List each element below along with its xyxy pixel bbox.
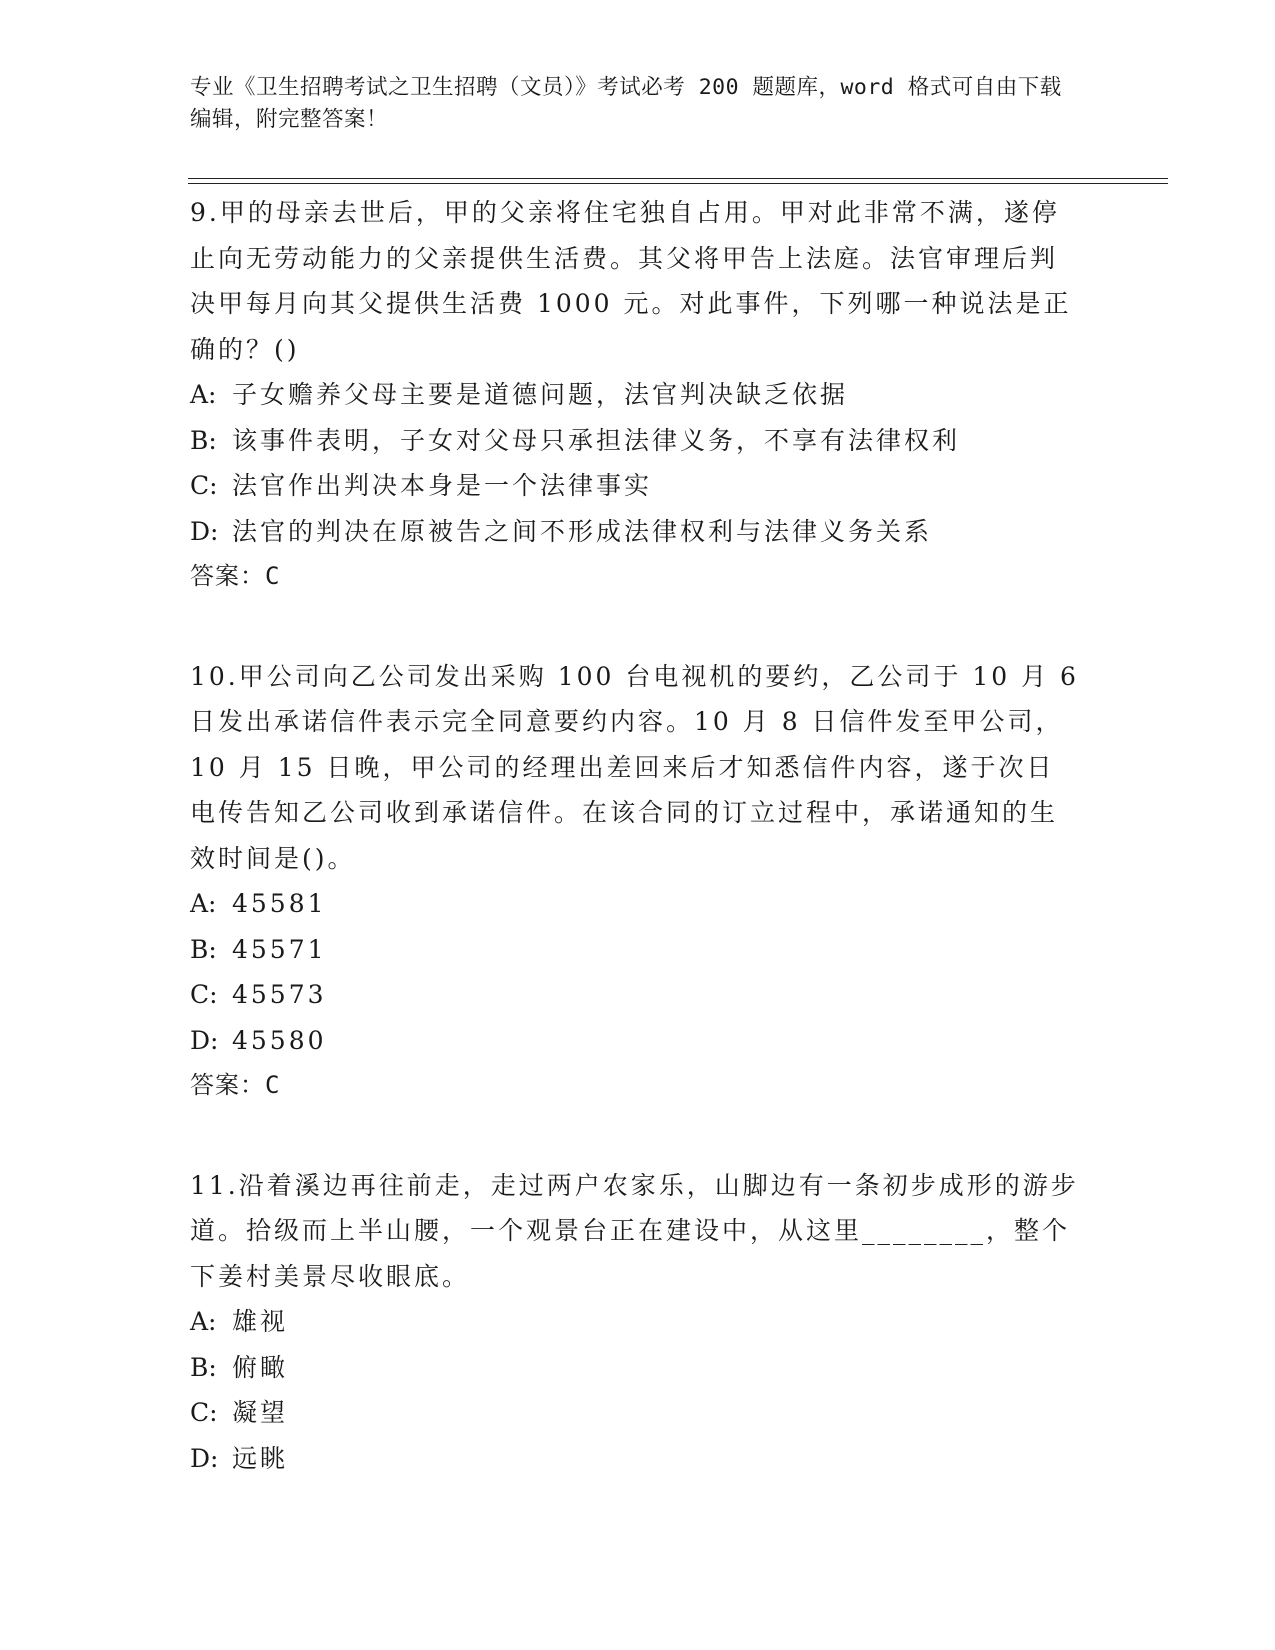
question-list bbox=[190, 190, 1080, 1481]
option-b bbox=[190, 1345, 1080, 1391]
option-c bbox=[190, 463, 1080, 509]
document-header: 专业《卫生招聘考试之卫生招聘（文员）》考试必考 200 题题库，word 格式可自由下载编辑，附完整答案！ bbox=[190, 75, 1062, 132]
option-text: 45581 bbox=[232, 889, 327, 918]
option-key: B: bbox=[190, 425, 217, 455]
question-text: 9.甲的母亲去世后，甲的父亲将住宅独自占用。甲对此非常不满，遂停止向无劳动能力的父亲提供生活费。其父将甲告上法庭。法官审理后判决甲每月向其父提供生活费 1000 元。对此事件，下列哪一种说法是正确的？() bbox=[190, 198, 1072, 364]
question-9 bbox=[190, 190, 1080, 600]
answer-line: 答案：C bbox=[190, 1071, 281, 1099]
option-key: D: bbox=[190, 516, 219, 546]
option-text: 雄视 bbox=[232, 1307, 289, 1336]
option-key: A: bbox=[190, 380, 217, 409]
option-key: C: bbox=[190, 471, 218, 500]
option-key: D: bbox=[190, 1025, 219, 1055]
option-text: 法官作出判决本身是一个法律事实 bbox=[232, 471, 653, 500]
option-key: C: bbox=[190, 980, 218, 1009]
option-text: 法官的判决在原被告之间不形成法律权利与法律义务关系 bbox=[232, 516, 933, 546]
option-key: D: bbox=[190, 1443, 219, 1473]
option-a bbox=[190, 372, 1080, 418]
option-text: 该事件表明，子女对父母只承担法律义务，不享有法律权利 bbox=[232, 425, 961, 455]
question-10 bbox=[190, 654, 1080, 1109]
option-text: 45571 bbox=[232, 934, 327, 964]
option-text: 45580 bbox=[232, 1025, 327, 1055]
option-b bbox=[190, 418, 1080, 464]
option-text: 俯瞰 bbox=[232, 1352, 289, 1382]
option-a bbox=[190, 1299, 1080, 1345]
question-spacer bbox=[190, 600, 1080, 654]
option-d bbox=[190, 509, 1080, 555]
option-key: B: bbox=[190, 934, 217, 964]
option-c bbox=[190, 972, 1080, 1018]
option-key: C: bbox=[190, 1398, 218, 1427]
option-d bbox=[190, 1018, 1080, 1064]
option-text: 子女赡养父母主要是道德问题，法官判决缺乏依据 bbox=[232, 380, 849, 409]
option-text: 45573 bbox=[232, 980, 327, 1009]
question-text: 11.沿着溪边再往前走，走过两户农家乐，山脚边有一条初步成形的游步道。拾级而上半山腰，一个观景台正在建设中，从这里________，整个下姜村美景尽收眼底。 bbox=[190, 1170, 1079, 1291]
question-11 bbox=[190, 1163, 1080, 1482]
option-key: A: bbox=[190, 1307, 217, 1336]
question-spacer bbox=[190, 1109, 1080, 1163]
header-rule-top bbox=[188, 178, 1168, 179]
option-a bbox=[190, 881, 1080, 927]
option-key: A: bbox=[190, 889, 217, 918]
header-rule-bottom bbox=[188, 183, 1168, 184]
option-text: 远眺 bbox=[232, 1443, 289, 1473]
option-d bbox=[190, 1436, 1080, 1482]
option-text: 凝望 bbox=[232, 1398, 289, 1427]
question-text: 10.甲公司向乙公司发出采购 100 台电视机的要约，乙公司于 10 月 6 日发出承诺信件表示完全同意要约内容。10 月 8 日信件发至甲公司，10 月 15 日晚，甲公司的经理出差回来后才知悉信件内容，遂于次日电传告知乙公司收到承诺信件。在该合同的订立过程中，承诺通知的生效时间是()。 bbox=[190, 661, 1079, 873]
option-c bbox=[190, 1390, 1080, 1436]
option-b bbox=[190, 927, 1080, 973]
option-key: B: bbox=[190, 1352, 217, 1382]
answer-line: 答案：C bbox=[190, 562, 281, 590]
